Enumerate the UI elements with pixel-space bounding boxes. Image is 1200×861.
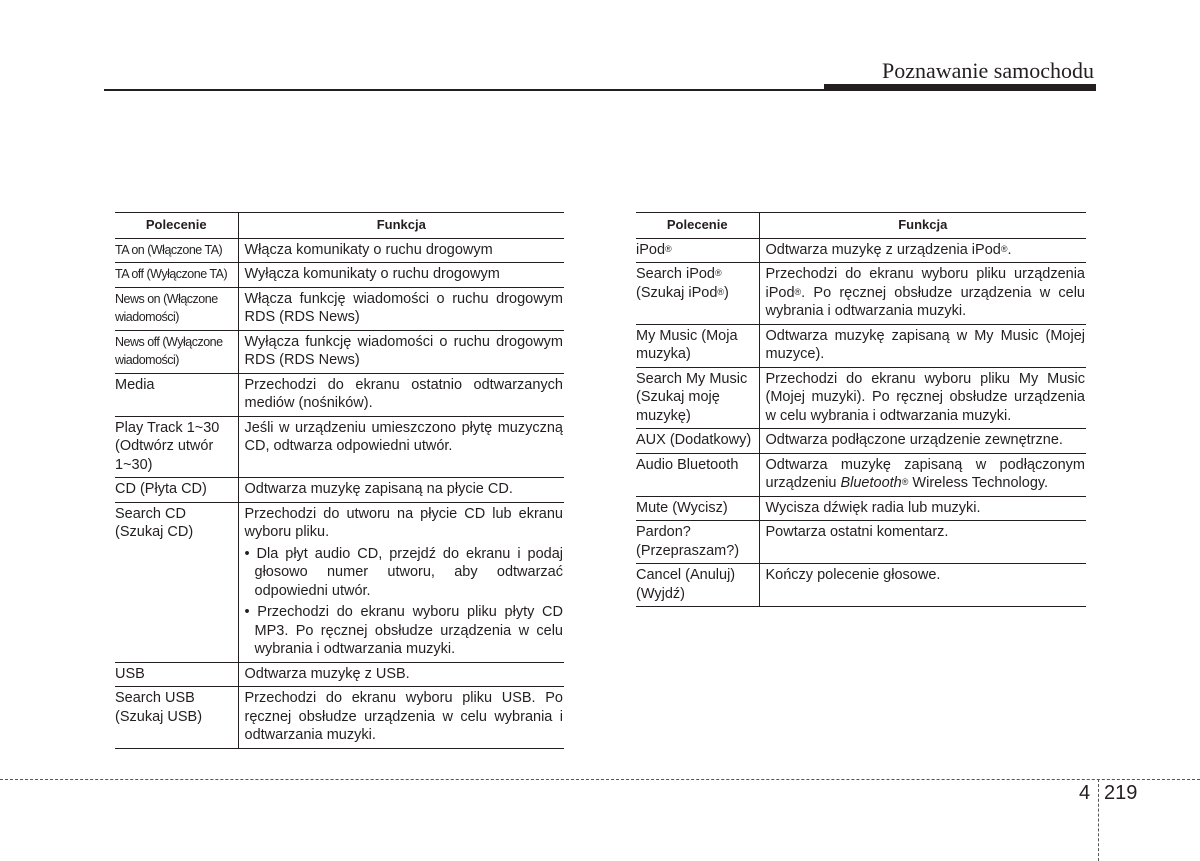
- command-cell: Audio Bluetooth: [636, 453, 759, 496]
- footer-dashed-rule: [0, 779, 1200, 780]
- command-cell: Search CD (Szukaj CD): [115, 502, 238, 662]
- function-text: Odtwarza muzykę z urządzenia iPod: [765, 241, 1001, 258]
- command-cell: News on (Włączone wiadomości): [115, 287, 238, 330]
- table-row: [115, 502, 564, 662]
- table-row: [115, 416, 564, 478]
- column-header: Polecenie: [115, 213, 238, 239]
- function-cell: Wyłącza funkcję wiadomości o ruchu drogowym RDS (RDS News): [238, 330, 564, 373]
- function-cell: Kończy polecenie głosowe.: [759, 564, 1086, 607]
- function-text: Wireless Technology.: [908, 475, 1049, 491]
- function-cell: Przechodzi do ekranu ostatnio odtwarzanych mediów (nośników).: [238, 373, 564, 416]
- bullet-item: • Przechodzi do ekranu wyboru pliku płyty CD MP3. Po ręcznej obsłudze urządzenia w celu wybrania i odtwarzania muzyki.: [244, 604, 563, 657]
- function-cell: Przechodzi do ekranu wyboru pliku My Music (Mojej muzyki). Po ręcznej obsłudze urządzenia w celu wybrania i odtwarzania muzyki.: [759, 367, 1086, 429]
- function-cell: Odtwarza muzykę zapisaną na płycie CD.: [238, 478, 564, 503]
- function-cell: [759, 453, 1086, 496]
- registered-mark: ®: [1000, 243, 1008, 254]
- table-row: [636, 521, 1086, 564]
- table-row: [115, 478, 564, 503]
- function-cell: Odtwarza podłączone urządzenie zewnętrzne.: [759, 429, 1086, 454]
- function-cell: Wycisza dźwięk radia lub muzyki.: [759, 496, 1086, 521]
- column-header: Funkcja: [238, 213, 564, 239]
- table-row: [636, 429, 1086, 454]
- table-row: [115, 662, 564, 687]
- command-cell: TA off (Wyłączone TA): [115, 263, 238, 288]
- command-cell: AUX (Dodatkowy): [636, 429, 759, 454]
- function-text: .: [1007, 241, 1012, 258]
- table-row: [115, 687, 564, 749]
- function-text: Przechodzi do utworu na płycie CD lub ekranu wyboru pliku.: [244, 505, 563, 540]
- right-command-table: [636, 212, 1086, 607]
- function-text: Odtwarza muzykę zapisaną w podłączonym urządzeniu: [765, 456, 1085, 491]
- function-cell: Włącza komunikaty o ruchu drogowym: [238, 238, 564, 263]
- command-cell: CD (Płyta CD): [115, 478, 238, 503]
- function-cell: [759, 238, 1086, 263]
- function-text-italic: Bluetooth: [840, 475, 902, 491]
- table-row: [115, 287, 564, 330]
- function-cell: Włącza funkcję wiadomości o ruchu drogowym RDS (RDS News): [238, 287, 564, 330]
- page-header-title: Poznawanie samochodu: [882, 58, 1094, 83]
- function-cell: Jeśli w urządzeniu umieszczono płytę muzyczną CD, odtwarza odpowiedni utwór.: [238, 416, 564, 478]
- command-cell: [636, 238, 759, 263]
- command-cell: My Music (Moja muzyka): [636, 324, 759, 367]
- command-text: ): [724, 284, 729, 301]
- table-row: [115, 330, 564, 373]
- table-row: [636, 263, 1086, 325]
- chapter-number: 4: [1079, 782, 1091, 804]
- table-header-row: [636, 213, 1086, 239]
- registered-mark: ®: [717, 286, 725, 297]
- table-row: [636, 453, 1086, 496]
- column-header: Polecenie: [636, 213, 759, 239]
- command-cell: News off (Wyłączone wiadomości): [115, 330, 238, 373]
- table-row: [115, 238, 564, 263]
- command-cell: Search USB (Szukaj USB): [115, 687, 238, 749]
- command-cell: Play Track 1~30 (Odtwórz utwór 1~30): [115, 416, 238, 478]
- function-cell: Przechodzi do ekranu wyboru pliku USB. Po ręcznej obsłudze urządzenia w celu wybrania i odtwarzania muzyki.: [238, 687, 564, 749]
- footer-dashed-divider: [1098, 779, 1099, 861]
- command-cell: Search My Music (Szukaj moję muzykę): [636, 367, 759, 429]
- header-rule-thick: [824, 84, 1096, 91]
- table-row: [636, 496, 1086, 521]
- command-cell: TA on (Włączone TA): [115, 238, 238, 263]
- command-cell: USB: [115, 662, 238, 687]
- bullet-item: • Dla płyt audio CD, przejdź do ekranu i podaj głosowo numer utworu, aby odtwarzać odpowiedni utwór.: [244, 545, 563, 599]
- function-text: . Po ręcznej obsłudze urządzenia w celu wybrania i odtwarzania muzyki.: [765, 284, 1085, 319]
- function-cell: Odtwarza muzykę z USB.: [238, 662, 564, 687]
- registered-mark: ®: [794, 286, 802, 297]
- function-text: Przechodzi do ekranu wyboru pliku urządzenia iPod: [765, 266, 1085, 301]
- command-text: (Szukaj iPod: [636, 284, 718, 301]
- command-text: iPod: [636, 241, 666, 258]
- table-row: [115, 263, 564, 288]
- table-row: [636, 367, 1086, 429]
- function-cell: [238, 502, 564, 662]
- function-cell: Powtarza ostatni komentarz.: [759, 521, 1086, 564]
- function-cell: [759, 263, 1086, 325]
- registered-mark: ®: [665, 243, 672, 254]
- column-header: Funkcja: [759, 213, 1086, 239]
- table-row: [636, 324, 1086, 367]
- registered-mark: ®: [901, 477, 909, 487]
- command-cell: Cancel (Anuluj) (Wyjdź): [636, 564, 759, 607]
- page-number: 219: [1104, 782, 1138, 804]
- function-cell: Wyłącza komunikaty o ruchu drogowym: [238, 263, 564, 288]
- function-cell: Odtwarza muzykę zapisaną w My Music (Mojej muzyce).: [759, 324, 1086, 367]
- table-row: [636, 564, 1086, 607]
- command-cell: Mute (Wycisz): [636, 496, 759, 521]
- registered-mark: ®: [715, 268, 722, 278]
- header-rule: [104, 89, 824, 91]
- command-cell: Media: [115, 373, 238, 416]
- command-text: Search iPod: [636, 266, 715, 282]
- command-cell: Pardon? (Przepraszam?): [636, 521, 759, 564]
- table-row: [115, 373, 564, 416]
- command-cell: [636, 263, 759, 325]
- table-row: [636, 238, 1086, 263]
- table-header-row: [115, 213, 564, 239]
- left-command-table: [115, 212, 564, 749]
